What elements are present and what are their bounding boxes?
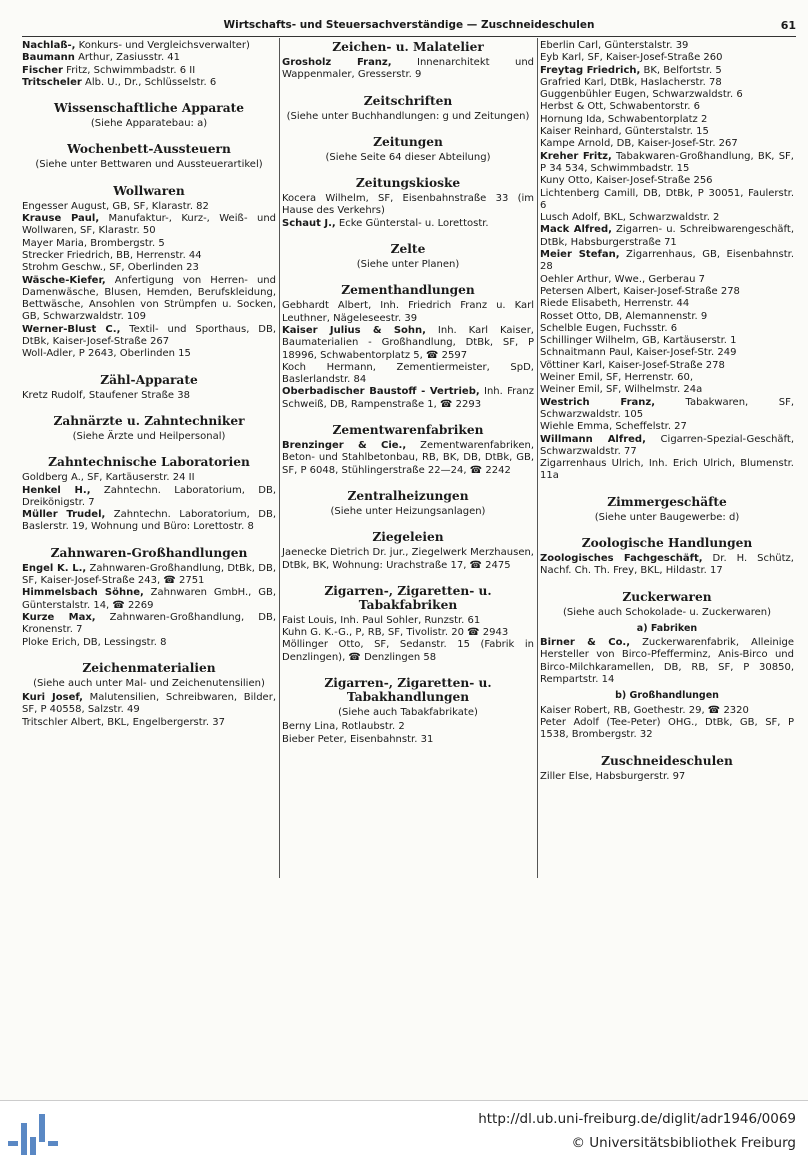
- entry-details: Hornung Ida, Schwabentorplatz 2: [540, 113, 708, 125]
- directory-entry: [540, 434, 794, 459]
- section-heading: Zahntechnische Laboratorien: [48, 455, 250, 470]
- directory-entry: [22, 717, 276, 729]
- directory-entry: [540, 298, 794, 310]
- directory-entry: [540, 458, 794, 483]
- directory-entry: [540, 65, 794, 77]
- section-heading: Zahnwaren-Großhandlungen: [50, 545, 248, 560]
- directory-entry: [540, 553, 794, 578]
- column-2: [282, 40, 534, 746]
- entry-details: Zahnwaren-Großhandlung, DtBk, DB, SF, Kaiser-Josef-Straße 243, ☎ 2751: [22, 562, 276, 587]
- entry-name: Wäsche-Kiefer,: [22, 274, 106, 286]
- entry-details: Koch Hermann, Zementiermeister, SpD, Baslerlandstr. 84: [282, 361, 534, 386]
- directory-entry: [282, 193, 534, 218]
- entry-details: Strohm Geschw., SF, Oberlinden 23: [22, 262, 199, 274]
- directory-entry: [22, 637, 276, 649]
- section-heading: Zentralheizungen: [347, 488, 469, 503]
- entry-details: Schelble Eugen, Fuchsstr. 6: [540, 322, 678, 334]
- directory-entry: [282, 386, 534, 411]
- entry-details: Jaenecke Dietrich Dr. jur., Ziegelwerk Merzhausen, DtBk, BK, Wohnung: Urachstraße 17, ☎ 2475: [282, 547, 534, 571]
- entry-name: Tritscheler: [22, 76, 82, 88]
- section-heading: Zelte: [390, 242, 426, 257]
- section-heading: Zigarren-, Zigaretten- u. Tabakfabriken: [324, 583, 492, 612]
- directory-entry: [22, 238, 276, 250]
- entry-name: Himmelsbach Söhne,: [22, 587, 144, 599]
- entry-details: Weiner Emil, SF, Wilhelmstr. 24a: [540, 384, 703, 396]
- section-heading: Zuckerwaren: [622, 589, 712, 604]
- directory-entry: [540, 286, 794, 298]
- entry-details: Anfertigung von Herren- und Damenwäsche, Blusen, Hemden, Berufskleidung, Bettwäsche, Ansohlen von Strümpfen u. Socken, GB, Schwarzwaldstr. 109: [22, 274, 276, 323]
- subsection-heading: b) Großhandlungen: [615, 690, 719, 702]
- viewer-footer: [0, 1101, 808, 1162]
- entry-details: Kampe Arnold, DB, Kaiser-Josef-Str. 267: [540, 138, 738, 150]
- entry-details: Ploke Erich, DB, Lessingstr. 8: [22, 636, 167, 648]
- entry-details: Oehler Arthur, Wwe., Gerberau 7: [540, 273, 705, 285]
- source-url-link[interactable]: http://dl.ub.uni-freiburg.de/diglit/adr1946/0069: [478, 1111, 796, 1127]
- entry-details: Alb. U., Dr., Schlüsselstr. 6: [81, 76, 217, 88]
- cross-reference: (Siehe Seite 64 dieser Abteilung): [325, 151, 491, 163]
- directory-entry: [282, 639, 534, 664]
- entry-details: Tabakwaren, SF, Schwarzwaldstr. 105: [540, 396, 795, 420]
- entry-details: Grafried Karl, DtBk, Haslacherstr. 78: [540, 76, 722, 88]
- section-heading: Wissenschaftliche Apparate: [54, 101, 244, 116]
- entry-name: Schaut J.,: [282, 217, 336, 229]
- entry-details: Strecker Friedrich, BB, Herrenstr. 44: [22, 249, 202, 261]
- directory-entry: [282, 300, 534, 325]
- column-rule: [537, 38, 538, 878]
- header-title: Wirtschafts- und Steuersachverständige — Zuschneideschulen: [223, 19, 595, 31]
- directory-entry: [282, 721, 534, 733]
- entry-details: Petersen Albert, Kaiser-Josef-Straße 278: [540, 285, 740, 297]
- entry-details: Kuny Otto, Kaiser-Josef-Straße 256: [540, 175, 713, 187]
- entry-details: Vöttiner Karl, Kaiser-Josef-Straße 278: [540, 359, 725, 371]
- entry-details: Kaiser Robert, RB, Goethestr. 29, ☎ 2320: [540, 704, 749, 716]
- directory-entry: [22, 65, 276, 77]
- directory-entry: [540, 40, 794, 52]
- entry-details: Kocera Wilhelm, SF, Eisenbahnstraße 33 (im Hause des Verkehrs): [282, 193, 534, 217]
- entry-details: Manufaktur-, Kurz-, Weiß- und Wollwaren, SF, Klarastr. 50: [22, 213, 277, 237]
- entry-name: Willmann Alfred,: [540, 433, 646, 445]
- entry-name: Freytag Friedrich,: [540, 64, 641, 76]
- cross-reference: (Siehe auch Tabakfabrikate): [338, 707, 478, 719]
- entry-details: Ziller Else, Habsburgerstr. 97: [540, 770, 686, 782]
- directory-entry: [22, 692, 276, 717]
- section-heading: Zeitungskioske: [355, 176, 461, 191]
- entry-details: Bieber Peter, Eisenbahnstr. 31: [282, 733, 434, 745]
- directory-entry: [540, 89, 794, 101]
- directory-entry: [540, 372, 794, 384]
- entry-name: Henkel H.,: [22, 484, 91, 496]
- cross-reference: (Siehe unter Buchhandlungen: g und Zeitungen): [286, 110, 530, 122]
- section-heading: Ziegeleien: [372, 530, 444, 545]
- section-heading: Zuschneideschulen: [601, 753, 733, 768]
- directory-entry: [22, 40, 276, 52]
- entry-details: Eberlin Carl, Günterstalstr. 39: [540, 40, 689, 51]
- directory-entry: [282, 57, 534, 82]
- directory-entry: [540, 101, 794, 113]
- entry-name: Nachlaß-,: [22, 40, 76, 51]
- entry-details: Peter Adolf (Tee-Peter) OHG., DtBk, GB, SF, P 1538, Brombergstr. 32: [540, 716, 794, 741]
- copyright-notice: © Universitätsbibliothek Freiburg: [571, 1135, 796, 1151]
- cross-reference: (Siehe unter Baugewerbe: d): [594, 511, 740, 523]
- entry-details: Eyb Karl, SF, Kaiser-Josef-Straße 260: [540, 52, 723, 64]
- directory-entry: [540, 274, 794, 286]
- cross-reference: (Siehe unter Bettwaren und Aussteuerartikel): [35, 159, 263, 171]
- entry-details: Zahnwaren-Großhandlung, DB, Kronenstr. 7: [22, 611, 277, 636]
- entry-details: Faist Louis, Inh. Paul Sohler, Runzstr. 61: [282, 614, 481, 626]
- entry-details: Zahntechn. Laboratorium, DB, Dreikönigstr. 7: [22, 484, 276, 508]
- directory-entry: [22, 390, 276, 402]
- entry-name: Baumann: [22, 52, 75, 64]
- section-heading: Zoologische Handlungen: [581, 535, 753, 550]
- entry-details: Arthur, Zasiusstr. 41: [74, 52, 181, 64]
- entry-details: Rosset Otto, DB, Alemannenstr. 9: [540, 310, 708, 322]
- entry-name: Brenzinger & Cie.,: [282, 440, 407, 452]
- entry-details: Schillinger Wilhelm, GB, Kartäuserstr. 1: [540, 335, 737, 347]
- cross-reference: (Siehe auch Schokolade- u. Zuckerwaren): [562, 606, 772, 618]
- section-heading: Zahnärzte u. Zahntechniker: [53, 413, 245, 428]
- directory-entry: [282, 734, 534, 746]
- directory-entry: [282, 547, 534, 572]
- directory-entry: [22, 587, 276, 612]
- entry-details: Zigarren- u. Schreibwarengeschäft, DtBk, Habsburgerstraße 71: [540, 224, 794, 248]
- directory-entry: [282, 325, 534, 362]
- entry-name: Kaiser Julius & Sohn,: [282, 324, 426, 336]
- ub-freiburg-logo-icon: [8, 1109, 58, 1155]
- section-heading: Wochenbett-Aussteuern: [67, 142, 231, 157]
- directory-entry: [540, 77, 794, 89]
- entry-details: Zigarrenhaus Ulrich, Inh. Erich Ulrich, Blumenstr. 11a: [540, 458, 794, 482]
- directory-entry: [540, 335, 794, 347]
- entry-details: Lichtenberg Camill, DB, DtBk, P 30051, Faulerstr. 6: [540, 187, 794, 211]
- entry-details: BK, Belfortstr. 5: [640, 64, 722, 76]
- entry-name: Oberbadischer Baustoff - Vertrieb,: [282, 386, 480, 398]
- entry-details: Inh. Karl Kaiser, Baumaterialien - Großhandlung, DtBk, SF, P 18996, Schwabentorplatz 5, ☎ 2597: [282, 324, 534, 361]
- directory-entry: [540, 224, 794, 249]
- entry-details: Schnaitmann Paul, Kaiser-Josef-Str. 249: [540, 347, 737, 359]
- entry-name: Kuri Josef,: [22, 692, 83, 704]
- section-heading: Zeitungen: [373, 134, 443, 149]
- directory-entry: [282, 362, 534, 387]
- directory-entry: [22, 77, 276, 89]
- directory-entry: [540, 384, 794, 396]
- entry-details: Tritschler Albert, BKL, Engelbergerstr. 37: [22, 716, 225, 728]
- entry-name: Müller Trudel,: [22, 509, 106, 521]
- column-1: [22, 40, 276, 729]
- section-heading: Zeichenmaterialien: [82, 660, 216, 675]
- entry-name: Kurze Max,: [22, 611, 96, 623]
- directory-entry: [540, 323, 794, 335]
- directory-entry: [540, 138, 794, 150]
- entry-details: Herbst & Ott, Schwabentorstr. 6: [540, 101, 701, 113]
- directory-entry: [540, 212, 794, 224]
- directory-entry: [22, 250, 276, 262]
- entry-name: Krause Paul,: [22, 213, 100, 225]
- section-heading: Zementhandlungen: [341, 283, 475, 298]
- entry-name: Werner-Blust C.,: [22, 323, 121, 335]
- directory-entry: [540, 421, 794, 433]
- entry-details: Cigarren-Spezial-Geschäft, Schwarzwaldstr. 77: [540, 433, 794, 457]
- directory-entry: [540, 126, 794, 138]
- directory-entry: [22, 612, 276, 637]
- entry-name: Kreher Fritz,: [540, 150, 612, 162]
- directory-entry: [540, 188, 794, 213]
- cross-reference: (Siehe auch unter Mal- und Zeichenutensilien): [33, 677, 265, 689]
- entry-details: Fritz, Schwimmbadstr. 6 II: [62, 64, 196, 76]
- directory-entry: [22, 324, 276, 349]
- directory-entry: [540, 249, 794, 274]
- entry-details: Berny Lina, Rotlaubstr. 2: [282, 721, 405, 733]
- running-header: [22, 16, 796, 37]
- subsection-heading: a) Fabriken: [636, 622, 698, 634]
- directory-entry: [540, 771, 794, 783]
- column-3: [540, 40, 794, 783]
- directory-entry: [22, 485, 276, 510]
- entry-details: Zementwarenfabriken, Beton- und Stahlbetonbau, RB, BK, DB, DtBk, GB, SF, P 6048, Stühlingerstraße 22—24, ☎ 2242: [282, 440, 535, 476]
- section-heading: Zeichen- u. Malatelier: [332, 40, 484, 54]
- directory-entry: [22, 262, 276, 274]
- directory-entry: [540, 717, 794, 742]
- entry-name: Birner & Co.,: [540, 637, 631, 649]
- directory-entry: [22, 509, 276, 534]
- entry-details: Konkurs- und Vergleichsverwalter): [75, 40, 250, 51]
- entry-details: Zahnwaren GmbH., GB, Günterstalstr. 14, ☎ 2269: [22, 587, 276, 611]
- column-rule: [279, 38, 280, 878]
- directory-entry: [540, 347, 794, 359]
- directory-entry: [540, 360, 794, 372]
- directory-entry: [22, 348, 276, 360]
- entry-details: Gebhardt Albert, Inh. Friedrich Franz u. Karl Leuthner, Nägeleseestr. 39: [282, 300, 534, 324]
- entry-name: Engel K. L.,: [22, 562, 87, 574]
- entry-name: Fischer: [22, 64, 63, 76]
- entry-details: Zahntechn. Laboratorium, DB, Baslerstr. 19, Wohnung und Büro: Lorettostr. 8: [22, 509, 276, 533]
- directory-entry: [22, 52, 276, 64]
- section-heading: Zimmergeschäfte: [607, 494, 727, 509]
- cross-reference: (Siehe Ärzte und Heilpersonal): [72, 430, 226, 442]
- entry-details: Textil- und Sporthaus, DB, DtBk, Kaiser-Josef-Straße 267: [22, 323, 276, 348]
- directory-entry: [540, 114, 794, 126]
- entry-details: Wiehle Emma, Scheffelstr. 27: [540, 421, 687, 433]
- section-heading: Zeitschriften: [363, 93, 453, 108]
- entry-details: Kaiser Reinhard, Günterstalstr. 15: [540, 126, 709, 138]
- section-heading: Zementwarenfabriken: [332, 423, 484, 438]
- entry-details: Kuhn G. K.-G., P, RB, SF, Tivolistr. 20 ☎ 2943: [282, 627, 509, 639]
- directory-entry: [22, 201, 276, 213]
- entry-details: Riede Elisabeth, Herrenstr. 44: [540, 298, 690, 310]
- entry-details: Engesser August, GB, SF, Klarastr. 82: [22, 200, 209, 212]
- directory-entry: [22, 563, 276, 588]
- directory-entry: [22, 275, 276, 324]
- directory-entry: [22, 213, 276, 238]
- page-number: 61: [780, 19, 796, 32]
- directory-entry: [540, 52, 794, 64]
- entry-details: Goldberg A., SF, Kartäuserstr. 24 II: [22, 472, 195, 484]
- cross-reference: (Siehe Apparatebau: a): [90, 118, 208, 130]
- directory-entry: [22, 472, 276, 484]
- directory-entry: [282, 440, 534, 477]
- directory-entry: [540, 175, 794, 187]
- entry-details: Kretz Rudolf, Staufener Straße 38: [22, 389, 190, 401]
- entry-details: Innenarchitekt und Wappenmaler, Gresserstr. 9: [282, 57, 534, 81]
- section-heading: Zigarren-, Zigaretten- u. Tabakhandlungen: [324, 676, 492, 705]
- section-heading: Wollwaren: [113, 183, 185, 198]
- directory-entry: [282, 218, 534, 230]
- cross-reference: (Siehe unter Planen): [356, 259, 460, 271]
- directory-entry: [282, 615, 534, 627]
- entry-details: Inh. Franz Schweiß, DB, Rampenstraße 1, ☎ 2293: [282, 386, 534, 410]
- entry-details: Woll-Adler, P 2643, Oberlinden 15: [22, 348, 191, 360]
- entry-name: Westrich Franz,: [540, 396, 656, 408]
- entry-details: Tabakwaren-Großhandlung, BK, SF, P 34 534, Schwimmbadstr. 15: [540, 150, 794, 174]
- cross-reference: (Siehe unter Heizungsanlagen): [330, 505, 486, 517]
- entry-name: Grosholz Franz,: [282, 57, 392, 68]
- entry-details: Weiner Emil, SF, Herrenstr. 60,: [540, 372, 694, 384]
- entry-details: Dr. H. Schütz, Nachf. Ch. Th. Frey, BKL, Hildastr. 17: [540, 552, 794, 577]
- entry-details: Lusch Adolf, BKL, Schwarzwaldstr. 2: [540, 212, 720, 224]
- entry-name: Zoologisches Fachgeschäft,: [540, 552, 703, 564]
- directory-entry: [540, 637, 794, 686]
- entry-details: Zuckerwarenfabrik, Alleinige Hersteller von Birco-Pfefferminz, Anis-Birco und Birco-Milchkaramellen, DB, RB, SF, P 30850, Rempartstr. 14: [540, 637, 794, 686]
- entry-details: Zigarrenhaus, GB, Eisenbahnstr. 28: [540, 249, 795, 273]
- entry-name: Mack Alfred,: [540, 224, 612, 236]
- entry-name: Meier Stefan,: [540, 249, 620, 261]
- directory-entry: [540, 705, 794, 717]
- entry-details: Möllinger Otto, SF, Sedanstr. 15 (Fabrik in Denzlingen), ☎ Denzlingen 58: [282, 639, 534, 663]
- entry-details: Mayer Maria, Brombergstr. 5: [22, 237, 165, 249]
- directory-entry: [540, 311, 794, 323]
- section-heading: Zähl-Apparate: [100, 372, 198, 387]
- directory-entry: [282, 627, 534, 639]
- entry-details: Guggenbühler Eugen, Schwarzwaldstr. 6: [540, 89, 743, 101]
- entry-details: Malutensilien, Schreibwaren, Bilder, SF, P 40558, Salzstr. 49: [22, 692, 276, 716]
- entry-details: Ecke Günterstal- u. Lorettostr.: [335, 217, 489, 229]
- directory-entry: [540, 151, 794, 176]
- directory-entry: [540, 397, 794, 422]
